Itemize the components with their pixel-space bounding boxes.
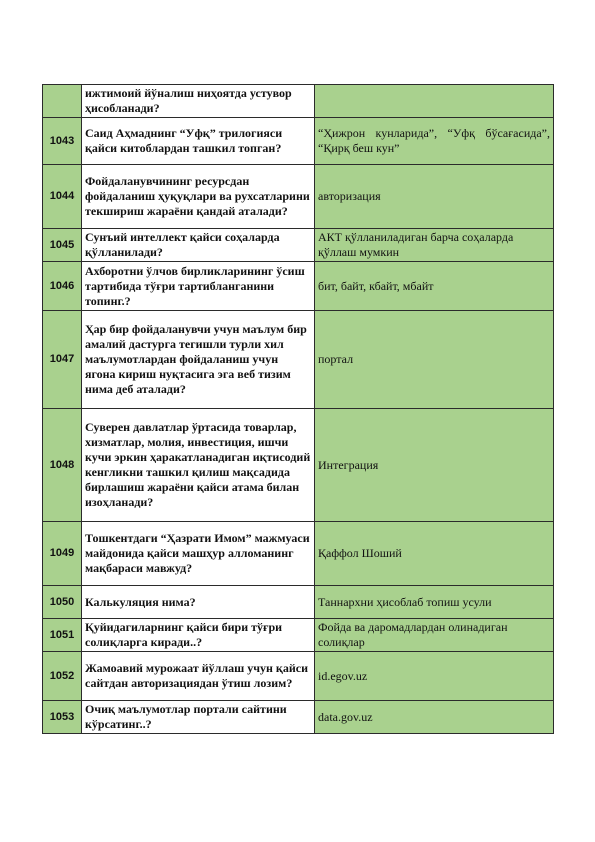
question-cell: Жамоавий мурожаат йўллаш учун қайси сайтдан авторизациядан ўтиш лозим? [82,652,315,701]
table-row [43,229,554,262]
question-cell: Тошкентдаги “Ҳазрати Имом” мажмуаси майдонида қайси машҳур алломанинг мақбараси мавжуд? [82,522,315,586]
answer-cell: Фойда ва даромадлардан олинадиган солиқлар [315,619,554,652]
question-cell: Очиқ маълумотлар портали сайтини кўрсатинг..? [82,701,315,734]
answer-cell: Қаффол Шоший [315,522,554,586]
answer-cell: портал [315,311,554,409]
table-row [43,262,554,311]
answer-cell: АКТ қўлланиладиган барча соҳаларда қўллаш мумкин [315,229,554,262]
answer-cell: data.gov.uz [315,701,554,734]
question-cell: Саид Аҳмаднинг “Уфқ” трилогияси қайси китоблардан ташкил топган? [82,118,315,165]
table-row [43,409,554,522]
row-number: 1043 [43,118,82,165]
question-cell: Ҳар бир фойдаланувчи учун маълум бир амалий дастурга тегишли турли хил маълумотлардан фойдаланиш учун ягона кириш нуқтасига эга веб тизим нима деб аталади? [82,311,315,409]
table-row [43,118,554,165]
table-row [43,165,554,229]
answer-cell: id.egov.uz [315,652,554,701]
row-number: 1048 [43,409,82,522]
row-number: 1044 [43,165,82,229]
table-row [43,619,554,652]
question-cell: Сунъий интеллект қайси соҳаларда қўлланилади? [82,229,315,262]
row-number: 1052 [43,652,82,701]
row-number [43,85,82,118]
row-number: 1051 [43,619,82,652]
question-cell: Фойдаланувчининг ресурсдан фойдаланиш ҳуқуқлари ва рухсатларини текшириш жараёни қандай аталади? [82,165,315,229]
question-cell: Ахборотни ўлчов бирликларининг ўсиш тартибида тўғри тартибланганини топинг.? [82,262,315,311]
question-cell: ижтимоий йўналиш ниҳоятда устувор ҳисобланади? [82,85,315,118]
row-number: 1050 [43,586,82,619]
answer-cell: Таннархни ҳисоблаб топиш усули [315,586,554,619]
row-number: 1053 [43,701,82,734]
question-cell: Суверен давлатлар ўртасида товарлар, хизматлар, молия, инвестиция, ишчи кучи эркин ҳаракатланадиган иқтисодий кенгликни ташкил қилиш мақсадида бирлашиш жараёни қайси атама билан изоҳланади? [82,409,315,522]
row-number: 1047 [43,311,82,409]
question-cell: Калькуляция нима? [82,586,315,619]
row-number: 1045 [43,229,82,262]
row-number: 1046 [43,262,82,311]
answer-cell: бит, байт, кбайт, мбайт [315,262,554,311]
row-number: 1049 [43,522,82,586]
answer-cell: “Ҳижрон кунларида”, “Уфқ бўсағасида”, “Қирқ беш кун” [315,118,554,165]
questions-table [42,84,554,734]
answer-cell [315,85,554,118]
table-row [43,311,554,409]
table-row [43,522,554,586]
table-row [43,652,554,701]
answer-cell: Интеграция [315,409,554,522]
question-cell: Қуйидагиларнинг қайси бири тўғри солиқларга киради..? [82,619,315,652]
table-row [43,586,554,619]
table-row [43,701,554,734]
answer-cell: авторизация [315,165,554,229]
table-row [43,85,554,118]
